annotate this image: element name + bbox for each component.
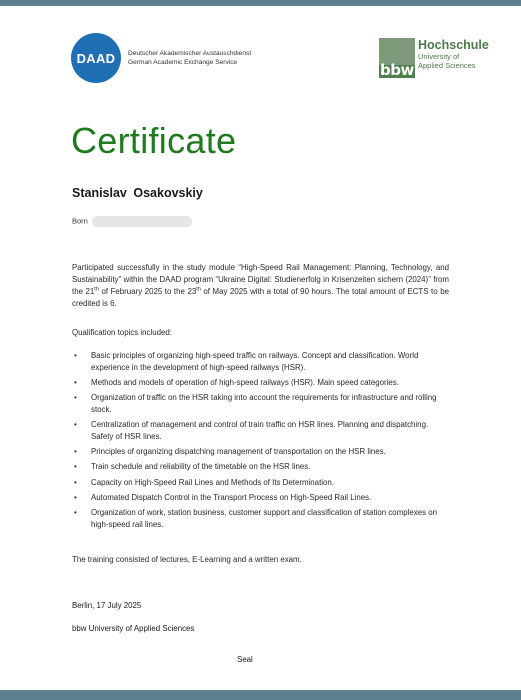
list-item — [72, 392, 450, 416]
bullet-icon: • — [74, 393, 77, 403]
list-item — [72, 507, 450, 531]
bbw-name — [418, 38, 489, 70]
list-item — [72, 419, 450, 443]
list-item — [72, 492, 450, 504]
intro-text-1: Participated successfully in the study module “High-Speed Rail Management: Planning, Technology, and Sustainability” within the DAAD program “Ukraine Digital: Studienerfolg in Krisenzeiten sichern (2024)” from the 21 — [72, 263, 449, 296]
bullet-icon: • — [74, 378, 77, 388]
bullet-icon: • — [74, 477, 77, 487]
list-item — [72, 461, 450, 473]
list-item — [72, 377, 450, 389]
bbw-mark — [379, 38, 415, 78]
topic-text: Organization of work, station business, customer support and classification of station complexes on high-speed rail lines. — [91, 507, 438, 529]
bbw-logo — [379, 38, 489, 78]
daad-name-de: Deutscher Akademischer Austauschdienst — [128, 50, 252, 57]
intro-text-2: of February 2025 to the 23 — [98, 287, 197, 296]
list-item — [72, 350, 450, 374]
daad-name — [128, 49, 251, 67]
bottom-band — [0, 690, 521, 700]
topic-text: Capacity on High-Speed Rail Lines and Methods of Its Determination. — [91, 477, 334, 487]
bullet-icon: • — [74, 420, 77, 430]
birth-line — [72, 216, 192, 227]
bullet-icon: • — [74, 447, 77, 457]
list-item — [72, 477, 450, 489]
bullet-icon: • — [74, 492, 77, 502]
recipient-name: Stanislav Osakovskiy — [72, 186, 203, 200]
born-label: Born — [72, 216, 88, 226]
topic-text: Train schedule and reliability of the timetable on the HSR lines. — [91, 462, 311, 472]
bbw-subline-2: Applied Sciences — [418, 61, 476, 70]
list-item — [72, 446, 450, 458]
intro-paragraph — [72, 262, 449, 310]
daad-name-en: German Academic Exchange Service — [128, 59, 238, 66]
bullet-icon: • — [74, 507, 77, 517]
bullet-icon: • — [74, 351, 77, 360]
topic-text: Automated Dispatch Control in the Transport Process on High-Speed Rail Lines. — [91, 492, 372, 502]
place-date: Berlin, 17 July 2025 — [72, 601, 142, 610]
intro-text-3: of May 2025 with a total of 90 hours. The total amount of ECTS to be credited is 6. — [72, 287, 449, 308]
bbw-mark-text: bbw — [380, 61, 414, 79]
topic-text: Principles of organizing dispatching management of transportation on the HSR lines. — [91, 447, 386, 457]
closing-statement: The training consisted of lectures, E-Learning and a written exam. — [72, 555, 302, 564]
ordinal-suffix-2: th — [196, 286, 201, 293]
top-band — [0, 0, 521, 6]
issuing-organization: bbw University of Applied Sciences — [72, 624, 195, 633]
daad-logo — [71, 33, 251, 83]
topic-text: Organization of traffic on the HSR taking into account the requirements for infrastructure and rolling stock. — [91, 393, 437, 415]
seal-label: Seal — [237, 655, 253, 664]
bbw-subline-1: University of — [418, 52, 460, 61]
topic-text: Methods and models of operation of high-speed railways (HSR). Main speed categories. — [91, 378, 399, 388]
certificate-title: Certificate — [71, 120, 237, 161]
redacted-birth-info — [92, 216, 192, 227]
topic-text: Centralization of management and control of train traffic on HSR lines. Planning and dispatching. Safety of HSR lines. — [91, 420, 429, 442]
topics-label: Qualification topics included: — [72, 328, 173, 337]
bullet-icon: • — [74, 462, 77, 472]
bbw-heading: Hochschule — [418, 38, 489, 52]
topics-list — [72, 350, 450, 534]
ordinal-suffix-1: th — [94, 286, 99, 293]
topic-text: Basic principles of organizing high-speed traffic on railways. Concept and classification. World experience in the development of high-speed railways (HSR). — [91, 351, 419, 372]
daad-mark: DAAD — [71, 33, 121, 83]
